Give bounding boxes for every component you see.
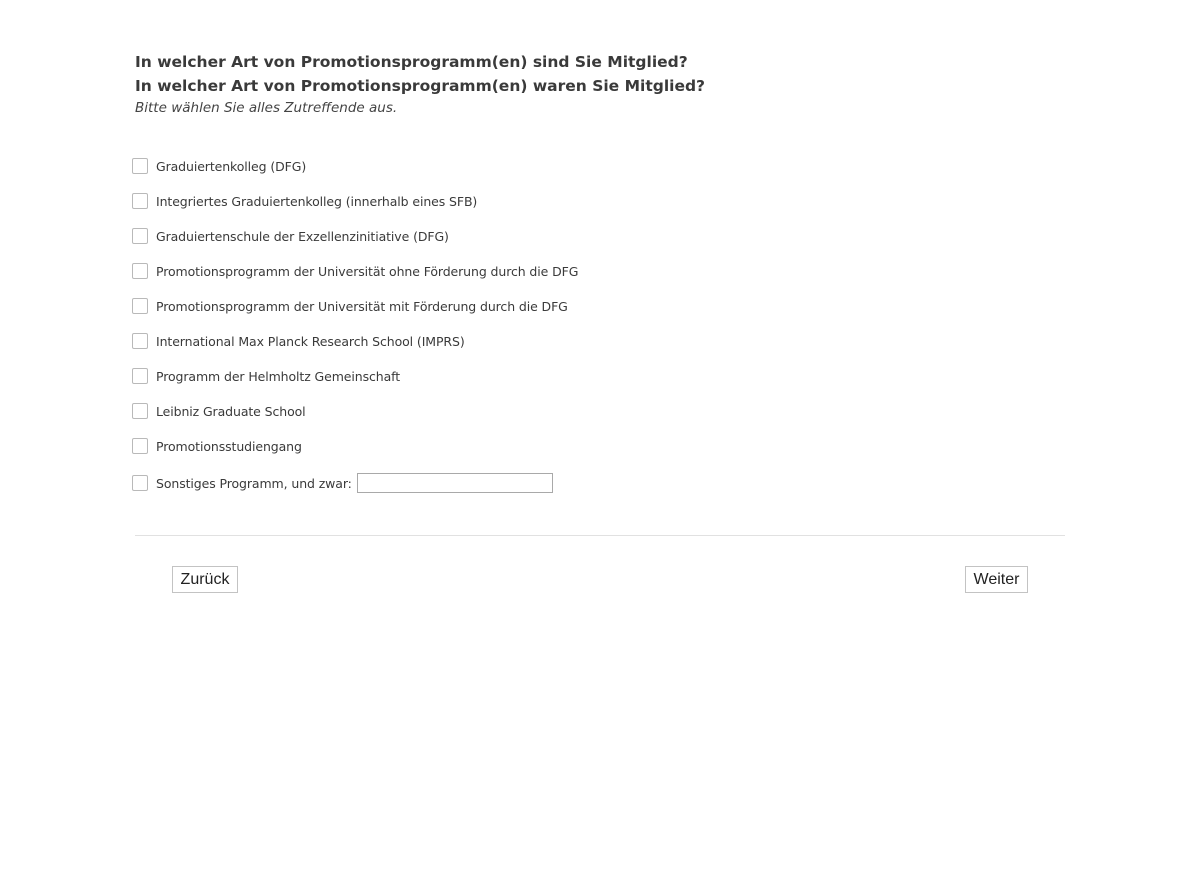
question-hint: Bitte wählen Sie alles Zutreffende aus. <box>135 100 398 116</box>
option-label[interactable]: Graduiertenkolleg (DFG) <box>156 158 307 174</box>
option-promotionsstudiengang[interactable] <box>132 437 832 455</box>
option-graduiertenschule[interactable] <box>132 227 832 245</box>
option-label[interactable]: Leibniz Graduate School <box>156 403 306 419</box>
options-list <box>132 157 832 511</box>
option-leibniz[interactable] <box>132 402 832 420</box>
option-imprs[interactable] <box>132 332 832 350</box>
option-label[interactable]: Graduiertenschule der Exzellenzinitiative (DFG) <box>156 228 449 244</box>
question-header <box>135 50 1065 119</box>
divider <box>135 535 1065 536</box>
option-label[interactable]: International Max Planck Research School (IMPRS) <box>156 333 465 349</box>
checkbox[interactable] <box>132 475 148 491</box>
checkbox[interactable] <box>132 298 148 314</box>
checkbox[interactable] <box>132 263 148 279</box>
option-label[interactable]: Promotionsstudiengang <box>156 438 302 454</box>
option-label[interactable]: Promotionsprogramm der Universität ohne Förderung durch die DFG <box>156 263 579 279</box>
back-button[interactable]: Zurück <box>172 566 238 593</box>
checkbox[interactable] <box>132 333 148 349</box>
next-button[interactable]: Weiter <box>965 566 1028 593</box>
checkbox[interactable] <box>132 438 148 454</box>
option-helmholtz[interactable] <box>132 367 832 385</box>
option-label[interactable]: Sonstiges Programm, und zwar: <box>156 475 352 491</box>
checkbox[interactable] <box>132 193 148 209</box>
option-label[interactable]: Programm der Helmholtz Gemeinschaft <box>156 368 401 384</box>
option-graduiertenkolleg[interactable] <box>132 157 832 175</box>
checkbox[interactable] <box>132 368 148 384</box>
option-label[interactable]: Integriertes Graduiertenkolleg (innerhalb eines SFB) <box>156 193 478 209</box>
question-title-line-2: In welcher Art von Promotionsprogramm(en) waren Sie Mitglied? <box>135 77 706 95</box>
option-sonstiges[interactable] <box>132 472 832 494</box>
option-uni-ohne-dfg[interactable] <box>132 262 832 280</box>
other-program-input[interactable] <box>357 473 553 493</box>
checkbox[interactable] <box>132 158 148 174</box>
question-title-line-1: In welcher Art von Promotionsprogramm(en) sind Sie Mitglied? <box>135 53 688 71</box>
checkbox[interactable] <box>132 403 148 419</box>
option-uni-mit-dfg[interactable] <box>132 297 832 315</box>
option-label[interactable]: Promotionsprogramm der Universität mit Förderung durch die DFG <box>156 298 568 314</box>
option-integriertes-graduiertenkolleg[interactable] <box>132 192 832 210</box>
checkbox[interactable] <box>132 228 148 244</box>
